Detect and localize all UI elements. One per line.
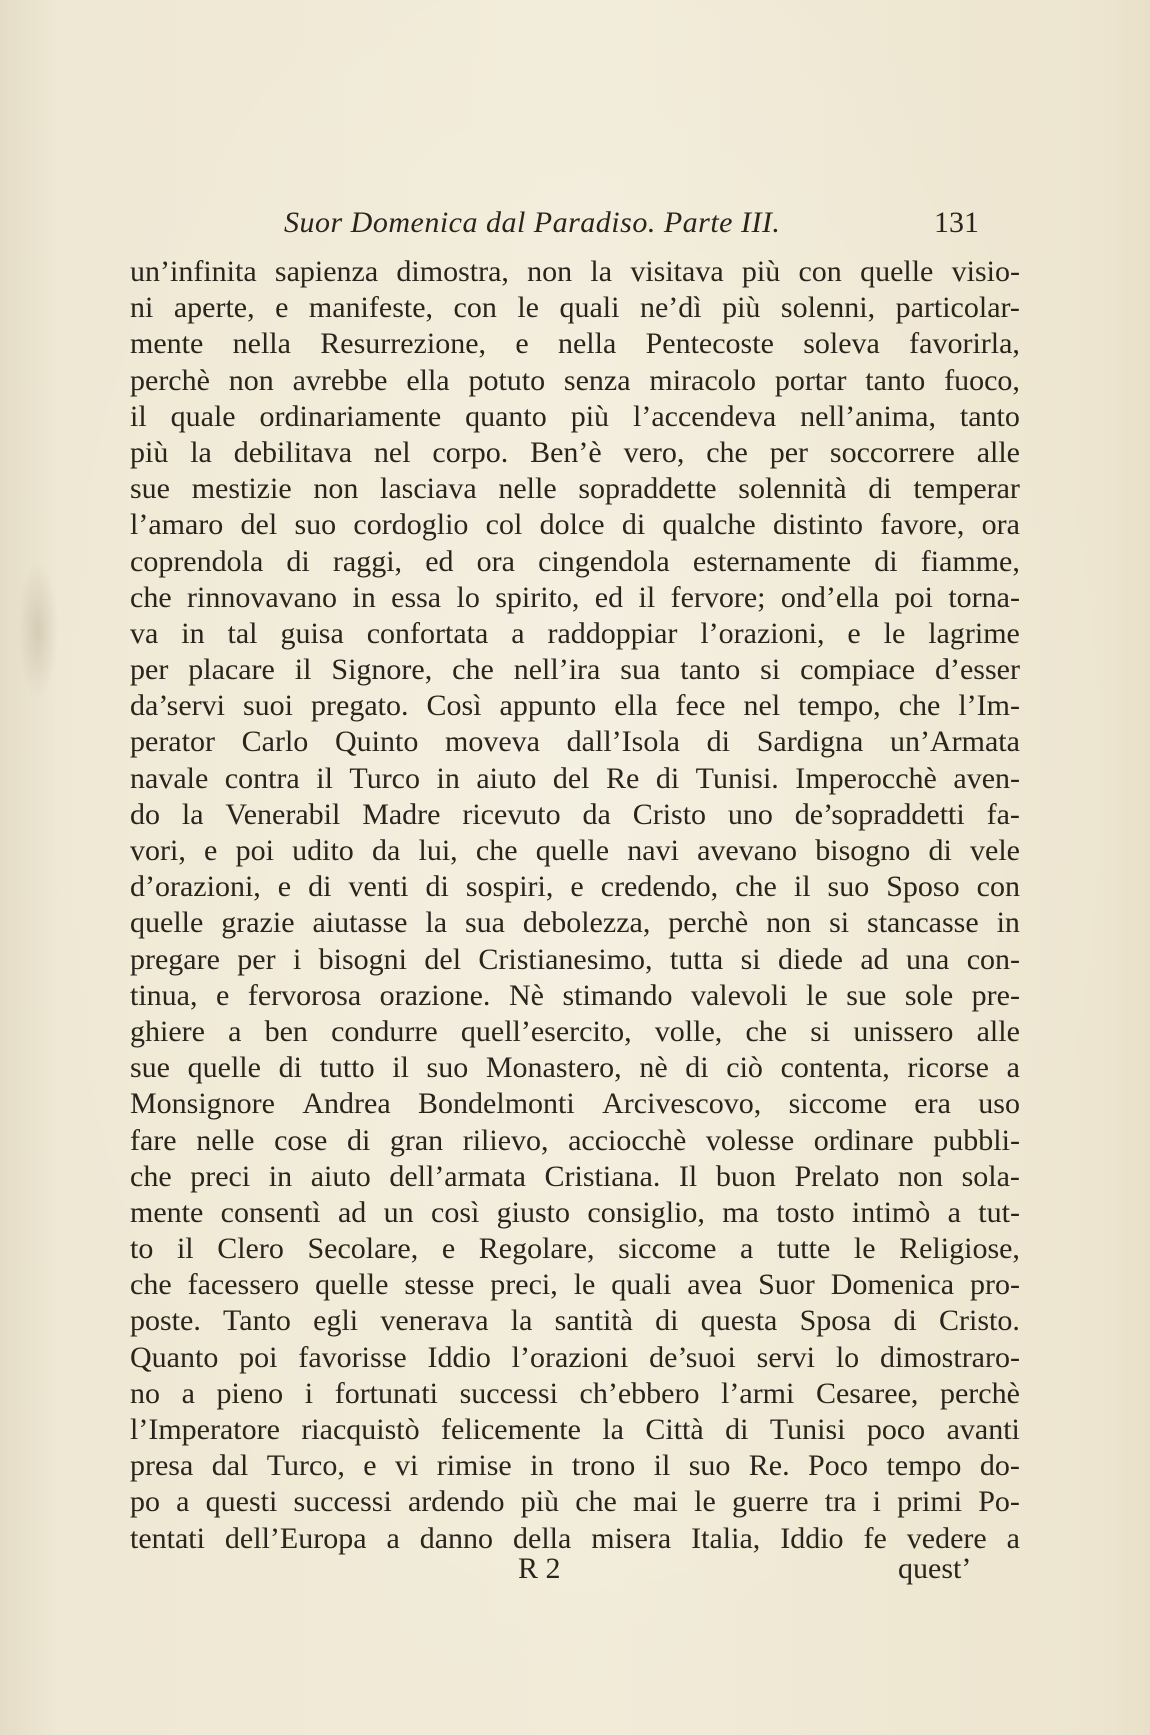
text-line: navale contra il Turco in aiuto del Re di Tunisi. Imperocchè aven-	[130, 761, 1020, 795]
text-line: presa dal Turco, e vi rimise in trono il suo Re. Poco tempo do-	[130, 1449, 1020, 1483]
text-line: ni aperte, e manifeste, con le quali ne’dì più solenni, particolar-	[130, 291, 1020, 325]
text-line: d’orazioni, e di venti di sospiri, e credendo, che il suo Sposo con	[130, 870, 1020, 904]
text-line: Quanto poi favorisse Iddio l’orazioni de’suoi servi lo dimostraro-	[130, 1340, 1020, 1374]
text-line: coprendola di raggi, ed ora cingendola esternamente di fiamme,	[130, 544, 1020, 578]
page-footer	[0, 1552, 1150, 1592]
text-line: mente consentì ad un così giusto consiglio, ma tosto intimò a tut-	[130, 1195, 1020, 1229]
body-text	[130, 254, 1020, 1557]
text-line: mente nella Resurrezione, e nella Pentecoste soleva favorirla,	[130, 327, 1020, 361]
text-line: no a pieno i fortunati successi ch’ebbero l’armi Cesaree, perchè	[130, 1376, 1020, 1410]
text-line: fare nelle cose di gran rilievo, acciocchè volesse ordinare pubbli-	[130, 1123, 1020, 1157]
text-line: che preci in aiuto dell’armata Cristiana. Il buon Prelato non sola-	[130, 1159, 1020, 1193]
paper-stain	[18, 560, 58, 700]
text-line: po a questi successi ardendo più che mai le guerre tra i primi Po-	[130, 1485, 1020, 1519]
text-line: l’Imperatore riacquistò felicemente la Città di Tunisi poco avanti	[130, 1413, 1020, 1446]
text-line: per placare il Signore, che nell’ira sua tanto si compiace d’esser	[130, 653, 1020, 687]
text-line: un’infinita sapienza dimostra, non la visitava più con quelle visio-	[130, 255, 1020, 288]
text-line: tinua, e fervorosa orazione. Nè stimando valevoli le sue sole pre-	[130, 978, 1020, 1012]
text-line: che facessero quelle stesse preci, le quali avea Suor Domenica pro-	[130, 1268, 1020, 1302]
text-line: più la debilitava nel corpo. Ben’è vero, che per soccorrere alle	[130, 435, 1020, 469]
signature-mark: R 2	[518, 1552, 561, 1585]
running-title: Suor Domenica dal Paradiso. Parte III.	[284, 206, 781, 239]
text-line: sue mestizie non lasciava nelle sopraddette solennità di temperar	[130, 472, 1020, 506]
text-line: va in tal guisa confortata a raddoppiar l’orazioni, e le lagrime	[130, 616, 1020, 650]
text-line: sue quelle di tutto il suo Monastero, nè di ciò contenta, ricorse a	[130, 1051, 1020, 1085]
text-line: quelle grazie aiutasse la sua debolezza, perchè non si stancasse in	[130, 906, 1020, 940]
text-line: Monsignore Andrea Bondelmonti Arcivescovo, siccome era uso	[130, 1087, 1020, 1121]
text-line: ghiere a ben condurre quell’esercito, volle, che si unissero alle	[130, 1014, 1020, 1048]
text-line: vori, e poi udito da lui, che quelle navi avevano bisogno di vele	[130, 834, 1020, 867]
page-number: 131	[934, 206, 979, 239]
running-head	[0, 206, 1150, 246]
text-line: che rinnovavano in essa lo spirito, ed il fervore; ond’ella poi torna-	[130, 580, 1020, 614]
text-line: do la Venerabil Madre ricevuto da Cristo uno de’sopraddetti fa-	[130, 797, 1020, 831]
text-line: l’amaro del suo cordoglio col dolce di qualche distinto favore, ora	[130, 508, 1020, 542]
catchword: quest’	[898, 1552, 972, 1585]
text-line: perchè non avrebbe ella potuto senza miracolo portar tanto fuoco,	[130, 363, 1020, 397]
text-line: da’servi suoi pregato. Così appunto ella fece nel tempo, che l’Im-	[130, 689, 1020, 723]
text-line: tentati dell’Europa a danno della misera Italia, Iddio fe vedere a	[130, 1521, 1020, 1555]
text-line: to il Clero Secolare, e Regolare, siccome a tutte le Religiose,	[130, 1232, 1020, 1266]
text-line: poste. Tanto egli venerava la santità di questa Sposa di Cristo.	[130, 1304, 1020, 1338]
text-line: il quale ordinariamente quanto più l’accendeva nell’anima, tanto	[130, 399, 1020, 433]
text-line: perator Carlo Quinto moveva dall’Isola di Sardigna un’Armata	[130, 725, 1020, 759]
text-line: pregare per i bisogni del Cristianesimo, tutta si diede ad una con-	[130, 942, 1020, 976]
